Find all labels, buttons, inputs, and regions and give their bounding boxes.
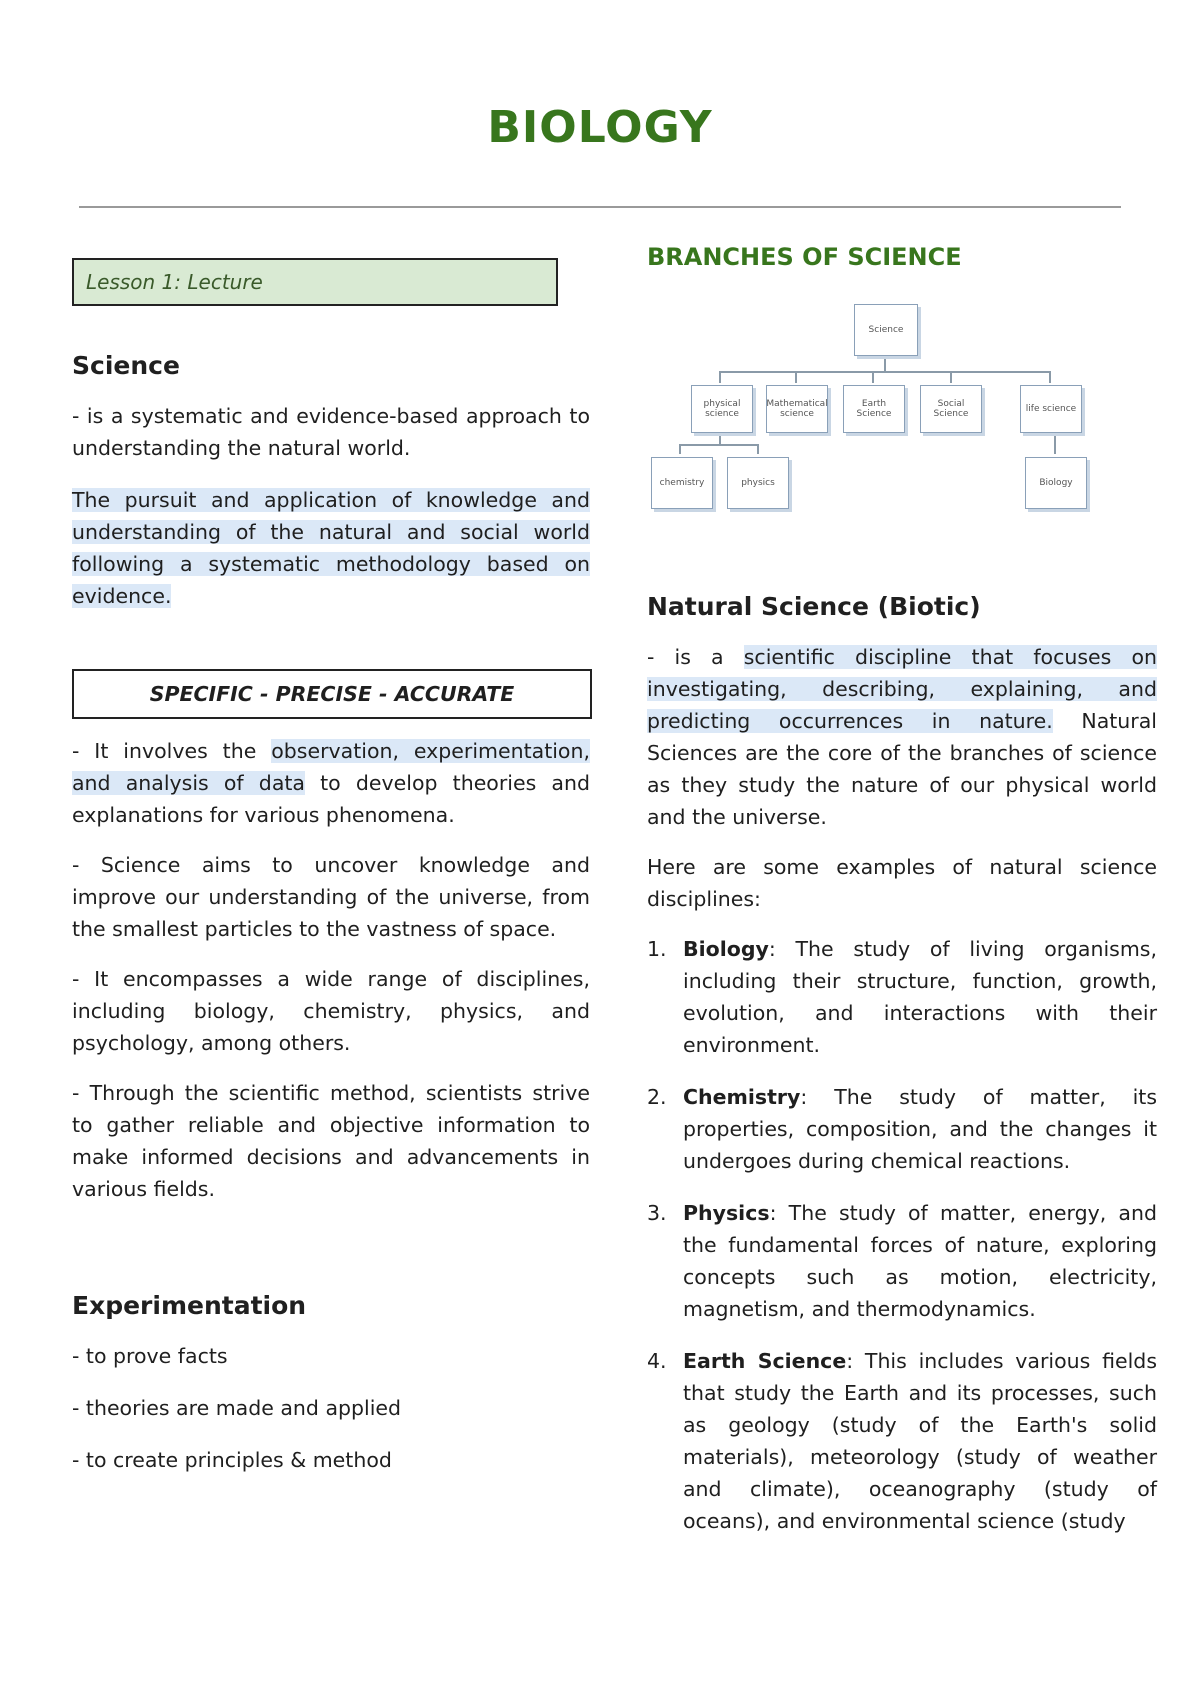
science-highlight-paragraph — [72, 484, 590, 612]
connector-line — [679, 444, 681, 454]
list-separator: : — [800, 1085, 808, 1109]
list-separator: : — [846, 1349, 854, 1373]
connector-line — [757, 444, 759, 454]
list-text: The study of matter, energy, and the fundamental forces of nature, exploring concepts such as motion, electricity, magnetism, and thermodynamics. — [683, 1201, 1157, 1321]
branches-diagram — [659, 299, 1129, 544]
diagram-node-biology: Biology — [1025, 457, 1087, 509]
branches-heading: BRANCHES OF SCIENCE — [647, 243, 962, 271]
definition-tail: Natural Sciences are the core of the branches of science as they study the nature of our physical world and the universe. — [647, 709, 1157, 829]
experimentation-item: - theories are made and applied — [72, 1396, 402, 1420]
natural-science-definition — [647, 641, 1157, 833]
diagram-node-earth-science: Earth Science — [843, 385, 905, 433]
connector-line — [795, 371, 797, 383]
list-text: The study of living organisms, including their structure, function, growth, evolution, and interactions with their environment. — [683, 937, 1157, 1057]
list-number: 2. — [647, 1085, 667, 1109]
list-term: Physics — [683, 1201, 770, 1225]
connector-line — [719, 371, 721, 383]
specific-precise-accurate-box: SPECIFIC - PRECISE - ACCURATE — [72, 669, 592, 719]
list-number: 3. — [647, 1201, 667, 1225]
document-title: BIOLOGY — [487, 102, 713, 153]
list-separator: : — [768, 937, 776, 961]
definition-lead: - is a — [647, 645, 744, 669]
list-text: The study of matter, its properties, composition, and the changes it undergoes during chemical reactions. — [683, 1085, 1157, 1173]
bullet-1-lead: - It involves the — [72, 739, 272, 763]
natural-science-list — [647, 933, 1157, 1537]
left-column — [72, 258, 590, 1476]
diagram-node-life-science: life science — [1020, 385, 1082, 433]
list-number: 4. — [647, 1349, 667, 1373]
list-term: Earth Science — [683, 1349, 847, 1373]
experimentation-item: - to create principles & method — [72, 1448, 392, 1472]
experimentation-item: - to prove facts — [72, 1344, 228, 1368]
connector-line — [950, 371, 952, 383]
diagram-node-chemistry: chemistry — [651, 457, 713, 509]
list-term: Biology — [683, 937, 769, 961]
list-separator: : — [769, 1201, 777, 1225]
natural-science-heading: Natural Science (Biotic) — [647, 592, 981, 621]
diagram-node-physics: physics — [727, 457, 789, 509]
science-bullet-4: - Through the scientific method, scientists strive to gather reliable and objective information to make informed decisions and advancements in various fields. — [72, 1081, 590, 1201]
science-definition: - is a systematic and evidence-based approach to understanding the natural world. — [72, 404, 590, 460]
diagram-node-mathematical-science: Mathematical science — [766, 385, 828, 433]
connector-line — [1049, 371, 1051, 383]
diagram-node-physical-science: physical science — [691, 385, 753, 433]
connector-line — [872, 371, 874, 383]
connector-line — [719, 371, 1049, 373]
list-item — [647, 1081, 1157, 1177]
list-item — [647, 933, 1157, 1061]
examples-intro: Here are some examples of natural science disciplines: — [647, 855, 1157, 911]
title-divider — [79, 206, 1121, 208]
connector-line — [679, 444, 757, 446]
diagram-node-science: Science — [854, 304, 918, 356]
science-heading: Science — [72, 351, 180, 380]
science-bullet-1 — [72, 735, 590, 831]
bullet-1-tail: to develop theories and explanations for various phenomena. — [72, 771, 590, 827]
science-bullet-2: - Science aims to uncover knowledge and improve our understanding of the universe, from the smallest particles to the vastness of space. — [72, 853, 590, 941]
list-text: This includes various fields that study the Earth and its processes, such as geology (study of the Earth's solid materials), meteorology (study of weather and climate), oceanography (study of oceans), and environmental science (study — [683, 1349, 1157, 1533]
right-column — [647, 243, 1157, 1557]
highlighted-text: observation, experimentation, and analysis of data — [72, 739, 590, 795]
list-number: 1. — [647, 937, 667, 961]
highlighted-text: scientific discipline that focuses on investigating, describing, explaining, and predicting occurrences in nature. — [647, 645, 1157, 733]
list-item — [647, 1197, 1157, 1325]
highlighted-text: The pursuit and application of knowledge and understanding of the natural and social world following a systematic methodology based on evidence. — [72, 488, 590, 608]
lesson-label-box: Lesson 1: Lecture — [72, 258, 558, 306]
list-term: Chemistry — [683, 1085, 801, 1109]
experimentation-heading: Experimentation — [72, 1291, 307, 1320]
list-item — [647, 1345, 1157, 1537]
connector-line — [884, 357, 886, 371]
diagram-node-social-science: Social Science — [920, 385, 982, 433]
science-bullet-3: - It encompasses a wide range of disciplines, including biology, chemistry, physics, and psychology, among others. — [72, 967, 590, 1055]
